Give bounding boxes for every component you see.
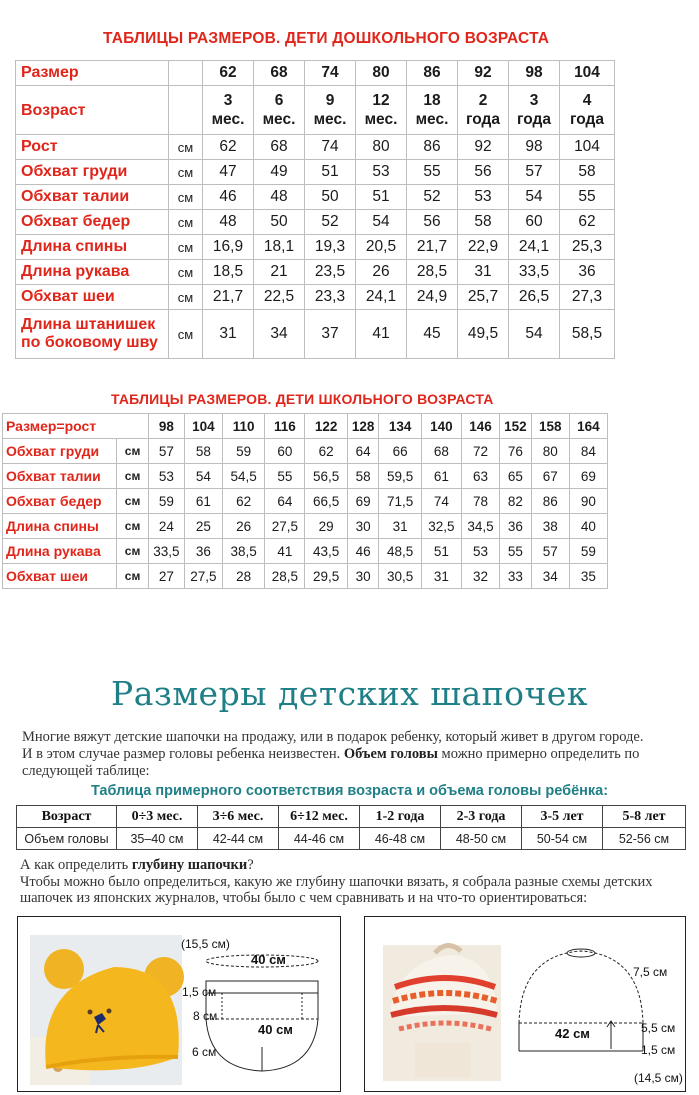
preschool-title: ТАБЛИЦЫ РАЗМЕРОВ. ДЕТИ ДОШКОЛЬНОГО ВОЗРАСТА [103,30,550,47]
striped-hat-panel [364,916,686,1092]
age-cell [509,86,560,135]
value-cell: 69 [569,464,607,489]
unit-cell: см [169,310,203,359]
row-label: Длина спины [3,514,117,539]
value-cell: 67 [531,464,569,489]
value-cell: 68 [254,135,305,160]
row-label: Обхват груди [16,160,169,185]
value-cell: 48,5 [379,539,421,564]
value-cell: 33,5 [509,260,560,285]
value-cell: 72 [461,439,499,464]
age-number: 2 [478,92,488,109]
size-cell: 92 [458,61,509,86]
unit-cell: см [169,135,203,160]
size-cell: 164 [569,414,607,439]
value-cell: 53 [148,464,184,489]
depth-line-2: шапочек из японских журналов, чтобы было с чем сравнивать и на что-то ориентироваться: [20,890,588,906]
row-label: Длина спины [16,235,169,260]
value-cell: 26 [356,260,407,285]
value-cell: 27,3 [560,285,615,310]
value-cell: 38,5 [222,539,264,564]
right-width: 42 см [555,1026,590,1041]
value-cell: 33,5 [148,539,184,564]
size-cell: 98 [148,414,184,439]
value-cell: 48 [254,185,305,210]
value-cell: 57 [531,539,569,564]
value-cell: 53 [356,160,407,185]
value-cell: 51 [305,160,356,185]
table-row [16,61,615,86]
value-cell: 71,5 [379,489,421,514]
age-number: 3 [223,92,233,109]
age-cell [305,86,356,135]
age-cell [560,86,615,135]
value-cell: 31 [379,514,421,539]
left-bottom-width: 40 см [258,1022,293,1037]
row-label: Обхват бедер [16,210,169,235]
value-cell: 78 [461,489,499,514]
row-label: Рост [16,135,169,160]
value-cell: 27,5 [184,564,222,589]
value-cell: 60 [509,210,560,235]
value-cell: 61 [421,464,461,489]
value-cell: 27,5 [265,514,305,539]
age-number: 9 [325,92,335,109]
header-cell: 2-3 года [441,806,522,828]
value-cell: 62 [203,135,254,160]
value-cell: 31 [421,564,461,589]
age-cell [458,86,509,135]
value-cell: 45 [407,310,458,359]
value-cell: 30,5 [379,564,421,589]
school-size-table [2,413,608,589]
table-row [16,235,615,260]
value-cell: 55 [407,160,458,185]
size-cell: 110 [222,414,264,439]
value-cell: 36 [560,260,615,285]
value-cell: 21,7 [203,285,254,310]
size-cell: 122 [305,414,347,439]
row-label: Длина рукава [3,539,117,564]
left-lower: 6 см [192,1045,217,1059]
value-cell: 59,5 [379,464,421,489]
table-row [16,160,615,185]
value-cell: 58,5 [560,310,615,359]
value-cell: 48-50 см [441,828,522,850]
row-label: Обхват талии [3,464,117,489]
value-cell: 66 [379,439,421,464]
value-cell: 25,7 [458,285,509,310]
age-number: 3 [529,92,539,109]
value-cell: 58 [458,210,509,235]
value-cell: 41 [356,310,407,359]
value-cell: 90 [569,489,607,514]
unit-cell: см [169,285,203,310]
value-cell: 29 [305,514,347,539]
preschool-size-table [15,60,615,359]
value-cell: 25,3 [560,235,615,260]
unit-cell: см [169,260,203,285]
value-cell: 60 [265,439,305,464]
depth-question: А как определить глубину шапочки? [20,857,254,873]
value-cell: 50 [305,185,356,210]
value-cell: 68 [421,439,461,464]
value-cell: 30 [347,514,379,539]
value-cell: 74 [305,135,356,160]
value-cell: 55 [265,464,305,489]
value-cell: 24 [148,514,184,539]
striped-hat-diagram [511,941,661,1091]
value-cell: 84 [569,439,607,464]
right-band: 1,5 см [641,1043,676,1057]
value-cell: 19,3 [305,235,356,260]
age-unit: года [517,111,551,128]
intro-bold: Объем головы [343,746,438,762]
depth-bold: глубину шапочки [131,857,248,873]
age-number: 6 [274,92,284,109]
value-cell: 86 [531,489,569,514]
row-label: Длина штанишек по боковому шву [16,310,169,359]
hats-title: Размеры детских шапочек [111,674,588,713]
value-cell: 56,5 [305,464,347,489]
table-row [16,285,615,310]
value-cell: 26 [222,514,264,539]
header-cell: 3÷6 мес. [198,806,279,828]
header-cell: 3-5 лет [522,806,603,828]
row-label: Обхват талии [16,185,169,210]
value-cell: 16,9 [203,235,254,260]
value-cell: 32 [461,564,499,589]
size-cell: 104 [560,61,615,86]
left-total: (15,5 см) [181,937,230,951]
depth-line-1: Чтобы можно было определиться, какую же глубину шапочки вязать, я собрала разные схемы детских [20,874,653,890]
value-cell: 56 [407,210,458,235]
value-cell: 21 [254,260,305,285]
head-size-table [16,805,686,850]
value-cell: 28 [222,564,264,589]
size-cell: 86 [407,61,458,86]
age-unit: мес. [364,111,398,128]
value-cell: 80 [356,135,407,160]
value-cell: 61 [184,489,222,514]
size-cell: 146 [461,414,499,439]
value-cell: 55 [560,185,615,210]
intro-line-2: И в этом случае размер головы ребенка неизвестен. Объем головы можно примерно определить по [22,746,640,762]
left-top-width: 40 см [251,952,286,967]
unit-cell [169,61,203,86]
value-cell: 65 [500,464,532,489]
value-cell: 34 [254,310,305,359]
value-cell: 49,5 [458,310,509,359]
age-unit: мес. [313,111,347,128]
age-number: 18 [423,92,441,109]
unit-cell: см [169,185,203,210]
value-cell: 74 [421,489,461,514]
value-cell: 64 [347,439,379,464]
unit-cell: см [117,539,149,564]
unit-cell [169,86,203,135]
unit-cell: см [117,564,149,589]
value-cell: 57 [509,160,560,185]
value-cell: 52-56 см [603,828,686,850]
intro-line-1: Многие вяжут детские шапочки на продажу, или в подарок ребенку, который живет в другом городе. [22,729,644,745]
table-row [16,210,615,235]
age-unit: года [570,111,604,128]
value-cell: 24,1 [509,235,560,260]
value-cell: 18,1 [254,235,305,260]
value-cell: 54 [356,210,407,235]
value-cell: 104 [560,135,615,160]
value-cell: 50-54 см [522,828,603,850]
value-cell: 86 [407,135,458,160]
value-cell: 59 [148,489,184,514]
row-label: Обхват бедер [3,489,117,514]
value-cell: 58 [184,439,222,464]
value-cell: 28,5 [265,564,305,589]
school-title: ТАБЛИЦЫ РАЗМЕРОВ. ДЕТИ ШКОЛЬНОГО ВОЗРАСТА [111,391,494,407]
value-cell: 21,7 [407,235,458,260]
value-cell: 27 [148,564,184,589]
value-cell: 66,5 [305,489,347,514]
size-cell: 116 [265,414,305,439]
value-cell: 40 [569,514,607,539]
value-cell: 52 [305,210,356,235]
value-cell: 69 [347,489,379,514]
size-cell: 134 [379,414,421,439]
table-row [17,828,686,850]
table-row [16,260,615,285]
age-cell [356,86,407,135]
value-cell: 37 [305,310,356,359]
value-cell: 38 [531,514,569,539]
age-unit: мес. [211,111,245,128]
right-mid: 5,5 см [641,1021,676,1035]
value-cell: 22,9 [458,235,509,260]
row-label: Размер [16,61,169,86]
size-cell: 62 [203,61,254,86]
value-cell: 49 [254,160,305,185]
value-cell: 22,5 [254,285,305,310]
value-cell: 34 [531,564,569,589]
value-cell: 46 [203,185,254,210]
size-cell: 152 [500,414,532,439]
value-cell: 48 [203,210,254,235]
size-cell: 140 [421,414,461,439]
value-cell: 36 [500,514,532,539]
value-cell: 53 [458,185,509,210]
header-cell: 1-2 года [360,806,441,828]
size-cell: 158 [531,414,569,439]
value-cell: 54,5 [222,464,264,489]
size-cell: 80 [356,61,407,86]
value-cell: 57 [148,439,184,464]
value-cell: Объем головы [17,828,117,850]
value-cell: 26,5 [509,285,560,310]
right-total: (14,5 см) [634,1071,683,1085]
table-row [17,806,686,828]
value-cell: 80 [531,439,569,464]
value-cell: 58 [347,464,379,489]
age-cell [407,86,458,135]
table-row [3,439,608,464]
value-cell: 46 [347,539,379,564]
age-unit: мес. [262,111,296,128]
age-unit: года [466,111,500,128]
value-cell: 53 [461,539,499,564]
value-cell: 76 [500,439,532,464]
value-cell: 42-44 см [198,828,279,850]
unit-cell: см [117,439,149,464]
left-band: 1,5 см [182,985,217,999]
row-label: Обхват шеи [3,564,117,589]
age-unit: мес. [415,111,449,128]
value-cell: 36 [184,539,222,564]
header-cell: 6÷12 мес. [279,806,360,828]
value-cell: 47 [203,160,254,185]
value-cell: 29,5 [305,564,347,589]
value-cell: 54 [184,464,222,489]
unit-cell: см [117,514,149,539]
value-cell: 51 [421,539,461,564]
value-cell: 18,5 [203,260,254,285]
size-cell: 104 [184,414,222,439]
value-cell: 43,5 [305,539,347,564]
size-cell: 68 [254,61,305,86]
row-label: Возраст [16,86,169,135]
age-number: 4 [582,92,592,109]
unit-cell: см [117,489,149,514]
value-cell: 54 [509,185,560,210]
value-cell: 98 [509,135,560,160]
size-cell: 98 [509,61,560,86]
unit-cell: см [117,464,149,489]
value-cell: 55 [500,539,532,564]
value-cell: 54 [509,310,560,359]
row-label: Обхват груди [3,439,117,464]
value-cell: 41 [265,539,305,564]
table-row [3,539,608,564]
size-cell: 128 [347,414,379,439]
row-label: Размер=рост [3,414,149,439]
table-row [3,489,608,514]
table-row [3,514,608,539]
value-cell: 35 [569,564,607,589]
size-cell: 74 [305,61,356,86]
value-cell: 32,5 [421,514,461,539]
value-cell: 62 [560,210,615,235]
table-row [3,464,608,489]
value-cell: 24,1 [356,285,407,310]
value-cell: 35–40 см [117,828,198,850]
value-cell: 58 [560,160,615,185]
value-cell: 34,5 [461,514,499,539]
age-cell [203,86,254,135]
table-row [16,135,615,160]
head-table-title: Таблица примерного соответствия возраста и объема головы ребёнка: [90,783,609,799]
value-cell: 82 [500,489,532,514]
intro-line-3: следующей таблице: [22,763,150,779]
value-cell: 59 [222,439,264,464]
value-cell: 24,9 [407,285,458,310]
header-cell: 0÷3 мес. [117,806,198,828]
value-cell: 51 [356,185,407,210]
bear-hat-panel [17,916,341,1092]
right-crown: 7,5 см [633,965,668,979]
value-cell: 25 [184,514,222,539]
table-row [16,86,615,135]
table-row [16,185,615,210]
value-cell: 59 [569,539,607,564]
value-cell: 20,5 [356,235,407,260]
value-cell: 33 [500,564,532,589]
age-number: 12 [372,92,390,109]
value-cell: 62 [305,439,347,464]
value-cell: 46-48 см [360,828,441,850]
age-cell [254,86,305,135]
value-cell: 62 [222,489,264,514]
value-cell: 56 [458,160,509,185]
value-cell: 44-46 см [279,828,360,850]
value-cell: 64 [265,489,305,514]
value-cell: 23,3 [305,285,356,310]
value-cell: 31 [458,260,509,285]
table-row [3,414,608,439]
left-mid: 8 см [193,1009,218,1023]
row-label: Длина рукава [16,260,169,285]
unit-cell: см [169,160,203,185]
value-cell: 31 [203,310,254,359]
value-cell: 92 [458,135,509,160]
value-cell: 30 [347,564,379,589]
header-cell: Возраст [17,806,117,828]
row-label: Обхват шеи [16,285,169,310]
value-cell: 50 [254,210,305,235]
header-cell: 5-8 лет [603,806,686,828]
value-cell: 28,5 [407,260,458,285]
value-cell: 63 [461,464,499,489]
table-row [16,310,615,359]
value-cell: 23,5 [305,260,356,285]
table-row [3,564,608,589]
unit-cell: см [169,210,203,235]
unit-cell: см [169,235,203,260]
value-cell: 52 [407,185,458,210]
